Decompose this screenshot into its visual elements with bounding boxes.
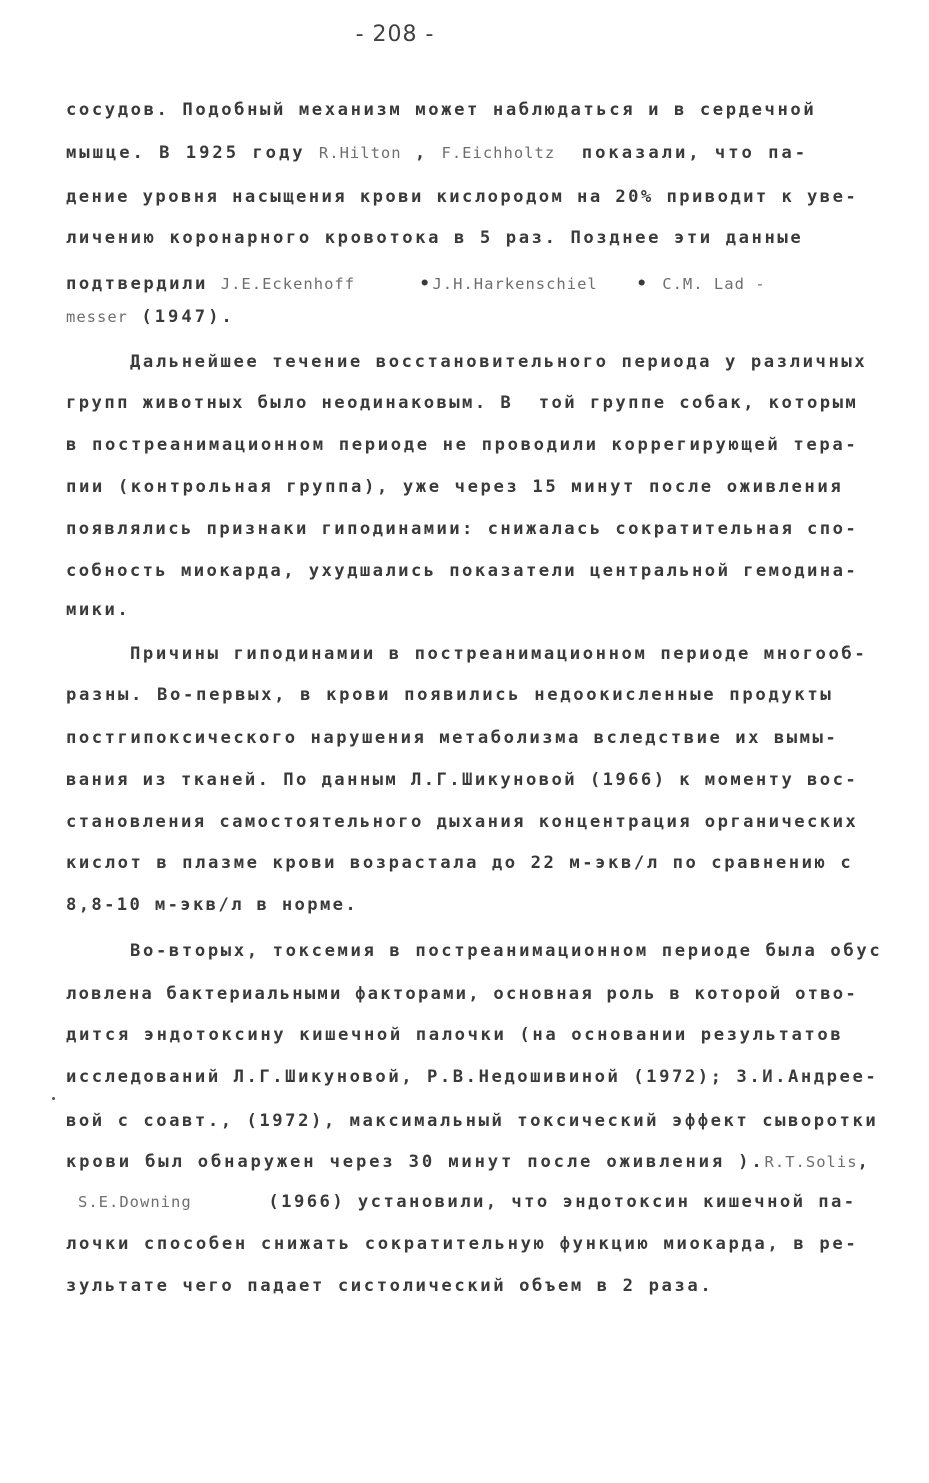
- text-segment: вой с соавт., (1972), максимальный токсический эффект сыворотки: [66, 1111, 879, 1131]
- text-segment: ,: [857, 1152, 871, 1172]
- text-line: [66, 600, 130, 620]
- text-line: [66, 770, 858, 790]
- text-line: [66, 393, 858, 413]
- text-line: [130, 941, 882, 961]
- text-line: [66, 1025, 843, 1045]
- author-name: J.E.Eckenhoff: [220, 275, 356, 293]
- margin-dot: [52, 1097, 55, 1100]
- text-segment: 8,8-10 м-экв/л в норме.: [66, 895, 359, 915]
- text-segment: •: [355, 274, 433, 294]
- author-name: J.H.Harkenschiel: [432, 275, 598, 293]
- author-name: F.Eichholtz: [441, 144, 556, 162]
- text-segment: становления самостоятельного дыхания концентрация органических: [66, 812, 859, 832]
- text-segment: пии (контрольная группа), уже через 15 минут после оживления: [66, 477, 844, 497]
- text-segment: появлялись признаки гиподинамии: снижалась сократительная спо-: [66, 519, 859, 539]
- text-line: [66, 1152, 871, 1172]
- text-segment: дение уровня насыщения крови кислородом на 20% приводит к уве-: [66, 187, 859, 207]
- text-segment: ловлена бактериальными факторами, основная роль в которой отво-: [66, 984, 858, 1004]
- author-name: messer: [66, 308, 128, 326]
- text-line: [66, 984, 858, 1004]
- text-line: [66, 1276, 713, 1296]
- author-name: R.T.Solis: [764, 1153, 858, 1171]
- text-segment: лочки способен снижать сократительную функцию миокарда, в ре-: [66, 1234, 859, 1254]
- text-segment: подтвердили: [66, 274, 221, 294]
- text-segment: (1966) установили, что эндотоксин кишечной па-: [191, 1192, 857, 1212]
- text-segment: (1947).: [128, 307, 235, 327]
- text-line: [66, 728, 838, 748]
- text-line: [78, 1192, 857, 1212]
- text-line: [66, 143, 808, 163]
- text-segment: вания из тканей. По данным Л.Г.Шикуновой (1966) к моменту вос-: [66, 770, 859, 790]
- text-segment: сосудов. Подобный механизм может наблюдаться и в сердечной: [66, 100, 817, 120]
- author-name: R.Hilton: [318, 144, 402, 162]
- text-line: [66, 1234, 858, 1254]
- text-segment: ,: [401, 143, 442, 163]
- text-segment: собность миокарда, ухудшались показатели центральной гемодина-: [66, 561, 859, 581]
- text-segment: дится эндотоксину кишечной палочки (на основании результатов: [66, 1025, 844, 1045]
- text-line: [66, 853, 853, 873]
- text-line: [66, 895, 358, 915]
- text-segment: Во-вторых, токсемия в постреанимационном периоде была обус: [130, 941, 883, 961]
- text-segment: Причины гиподинамии в постреанимационном периоде многооб-: [130, 644, 868, 664]
- author-name: C.M. Lad -: [662, 275, 766, 293]
- text-segment: зультате чего падает систолический объем в 2 раза.: [66, 1276, 714, 1296]
- text-line: [66, 1067, 878, 1087]
- text-segment: постгипоксического нарушения метаболизма вследствие их вымы-: [66, 728, 839, 748]
- text-line: [66, 307, 235, 327]
- text-line: [66, 1111, 878, 1131]
- text-segment: в постреанимационном периоде не проводили коррегирующей тера-: [66, 435, 859, 455]
- text-line: [130, 352, 867, 372]
- text-segment: мики.: [66, 600, 131, 620]
- text-segment: •: [597, 274, 663, 294]
- text-line: [66, 477, 843, 497]
- text-line: [66, 100, 816, 120]
- page-number: - 208 -: [355, 22, 435, 47]
- text-segment: мышце. В 1925 году: [66, 143, 319, 163]
- text-line: [66, 685, 833, 705]
- text-segment: Дальнейшее течение восстановительного периода у различных: [130, 352, 868, 372]
- text-line: [66, 561, 858, 581]
- text-line: [130, 644, 867, 664]
- text-segment: личению коронарного кровотока в 5 раз. Позднее эти данные: [66, 228, 804, 248]
- text-segment: показали, что па-: [555, 143, 809, 163]
- text-segment: крови был обнаружен через 30 минут после оживления ).: [66, 1152, 765, 1172]
- text-line: [66, 519, 858, 539]
- text-line: [66, 435, 858, 455]
- text-line: [66, 812, 858, 832]
- text-segment: исследований Л.Г.Шикуновой, Р.В.Недошивиной (1972); З.И.Андрее-: [66, 1067, 879, 1087]
- author-name: S.E.Downing: [78, 1193, 192, 1211]
- text-segment: кислот в плазме крови возрастала до 22 м-экв/л по сравнению с: [66, 853, 854, 873]
- text-line: [66, 187, 858, 207]
- text-line: [66, 228, 803, 248]
- text-segment: разны. Во-первых, в крови появились недоокисленные продукты: [66, 685, 834, 705]
- text-segment: групп животных было неодинаковым. В той группе собак, которым: [66, 393, 859, 413]
- text-line: [66, 274, 766, 294]
